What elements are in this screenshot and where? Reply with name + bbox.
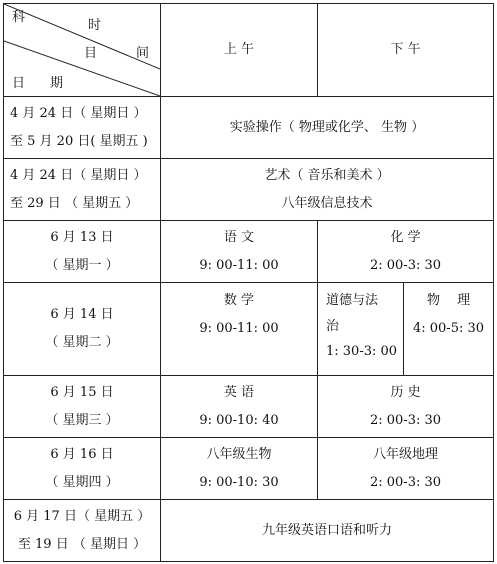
pm-time: 2: 00-3: 30: [369, 474, 442, 490]
table-row: [4, 376, 494, 438]
pm1-time: 1: 30-3: 00: [326, 344, 398, 360]
am-time: 9: 00-11: 00: [199, 257, 279, 273]
row-span-subject: 艺术（ 音乐和美术 ）: [264, 167, 390, 183]
pm1-subject-line2: 治: [326, 318, 340, 334]
row-date-end: 至 5 月 20 日( 星期五 ): [10, 133, 148, 149]
pm2-time: 4: 00-5: 30: [412, 320, 485, 336]
row-date: 6 月 13 日: [50, 229, 114, 245]
table-row: [4, 438, 494, 500]
row-date-start: 6 月 17 日（ 星期五 ）: [13, 508, 151, 524]
pm-time: 2: 00-3: 30: [369, 257, 442, 273]
am-time: 9: 00-10: 30: [199, 474, 279, 490]
table-row: [4, 159, 494, 221]
table-row: [4, 97, 494, 159]
row-date-start: 4 月 24 日（ 星期日 ）: [10, 167, 147, 183]
pm1-subject-line1: 道德与法: [326, 293, 379, 308]
am-time: 9: 00-10: 40: [199, 412, 279, 428]
row-date: 6 月 14 日: [50, 307, 114, 323]
corner-qi: 期: [50, 76, 64, 91]
row-weekday: （ 星期三 ）: [45, 412, 119, 428]
am-subject: 语 文: [223, 229, 255, 245]
row-weekday: （ 星期四 ）: [45, 474, 119, 490]
am-subject: 英 语: [223, 384, 255, 400]
table-row: [4, 500, 494, 562]
pm-time: 2: 00-3: 30: [369, 412, 442, 428]
pm-subject: 历 史: [390, 384, 421, 400]
row-weekday: （ 星期二 ）: [45, 335, 119, 350]
row-span-subject: 九年级英语口语和听力: [161, 500, 494, 562]
row-span-subject-2: 八年级信息技术: [281, 195, 373, 211]
pm-subject: 化 学: [390, 229, 421, 245]
pm2-subject: 物 理: [426, 293, 471, 308]
corner-ke: 科: [12, 10, 26, 25]
pm-subject: 八年级地理: [373, 446, 439, 462]
row-date-end: 至 29 日 （ 星期五 ）: [10, 195, 139, 211]
corner-shi: 时: [88, 18, 102, 33]
corner-mu: 目: [84, 46, 98, 61]
row-date-end: 至 19 日 （ 星期日 ）: [17, 536, 147, 552]
schedule-table: [3, 3, 494, 562]
row-date: 6 月 16 日: [50, 446, 114, 462]
corner-ri: 日: [12, 76, 26, 91]
am-subject: 八年级生物: [206, 446, 272, 462]
corner-jian: 间: [136, 46, 150, 61]
row-span-subject: 实验操作（ 物理或化学、 生物 ）: [161, 97, 494, 159]
table-row: [4, 221, 494, 283]
row-weekday: （ 星期一 ）: [45, 257, 119, 273]
am-subject: 数 学: [223, 293, 255, 308]
table-row: [4, 283, 494, 376]
header-corner-cell: [4, 4, 161, 97]
am-time: 9: 00-11: 00: [199, 320, 279, 336]
row-date-start: 4 月 24 日（ 星期日 ）: [10, 105, 147, 121]
row-date: 6 月 15 日: [50, 384, 114, 400]
header-morning: 上 午: [161, 4, 318, 97]
header-afternoon: 下 午: [318, 4, 494, 97]
